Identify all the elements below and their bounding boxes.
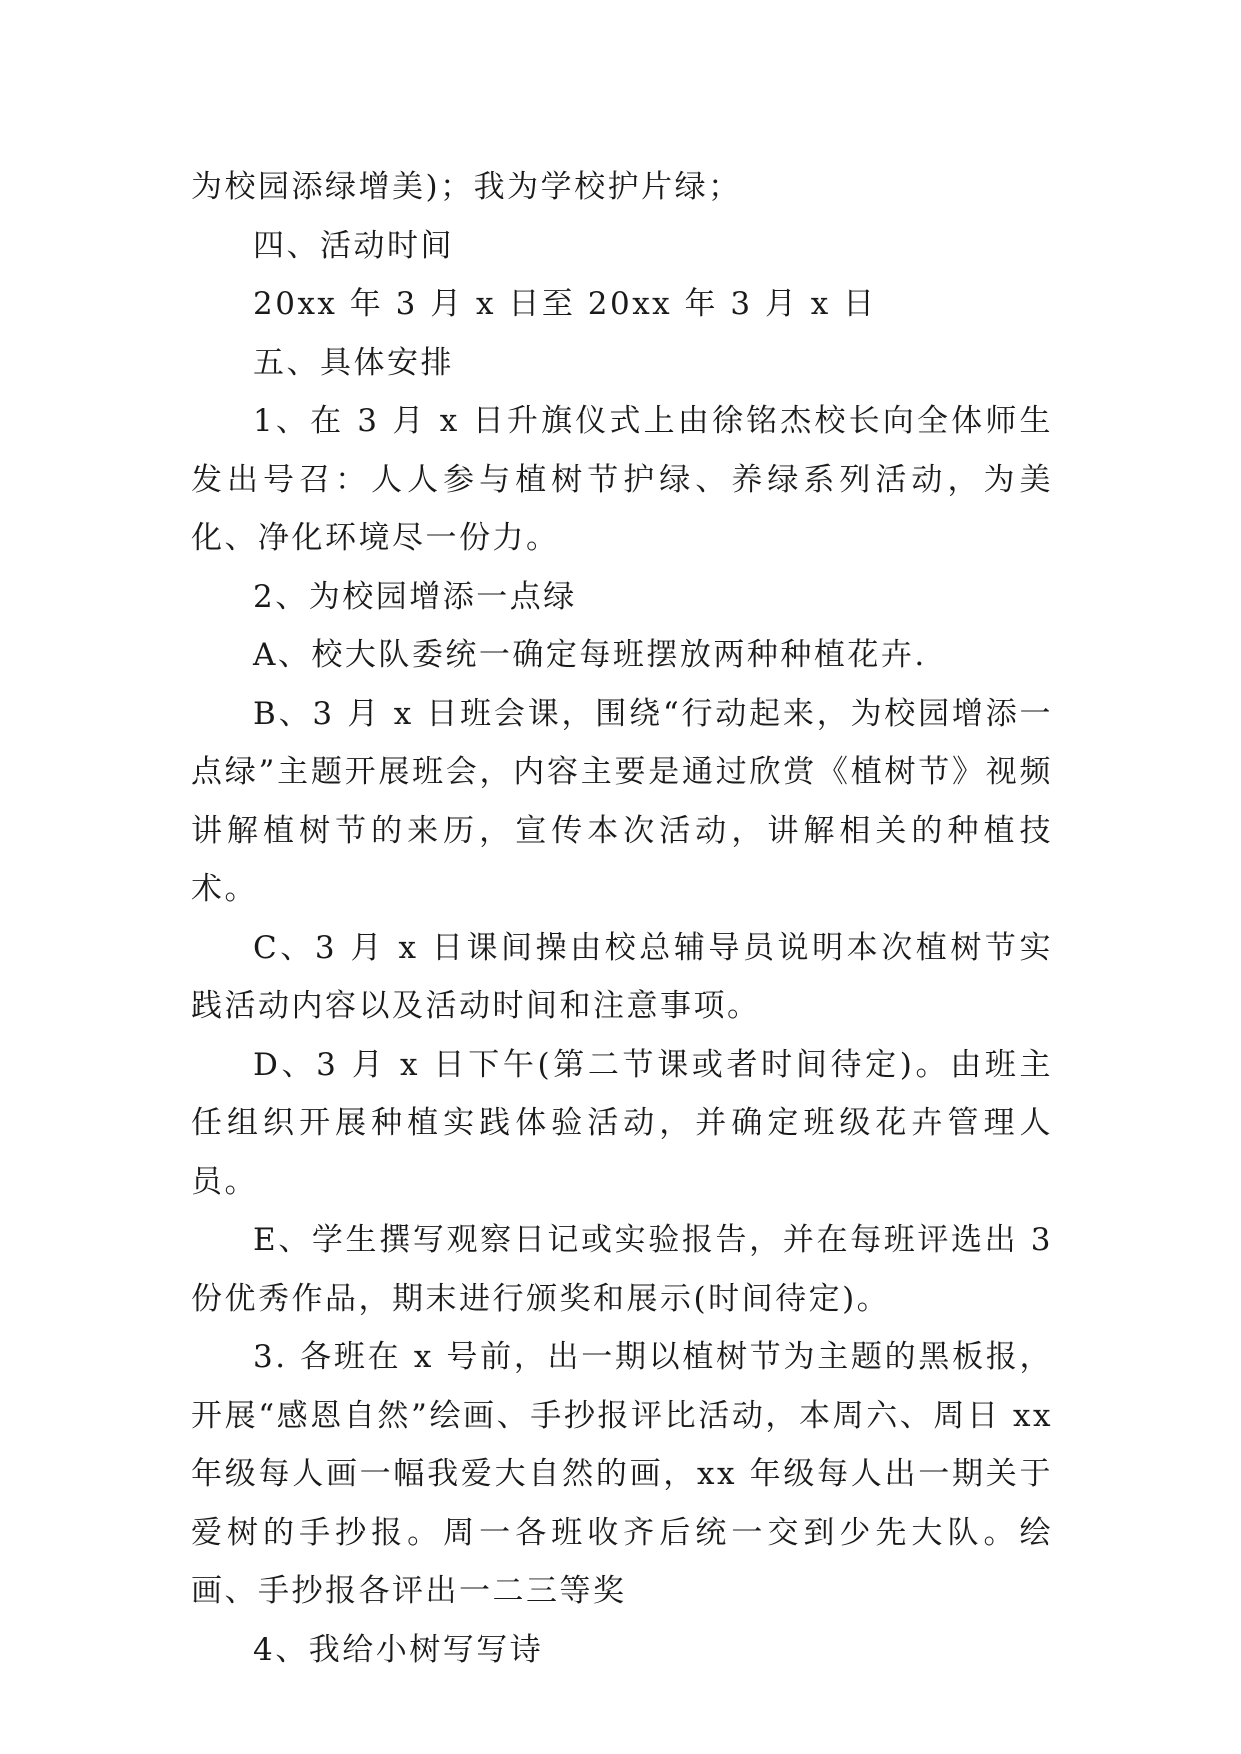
paragraph-item-3: 3. 各班在 x 号前，出一期以植树节为主题的黑板报，开展“感恩自然”绘画、手抄报评比活动，本周六、周日 xx 年级每人画一幅我爱大自然的画，xx 年级每人出一期关于爱树的手抄报。周一各班收齐后统一交到少先大队。绘画、手抄报各评出一二三等奖 [191, 1339, 1053, 1609]
document-body [191, 158, 1053, 1679]
paragraph-item-4: 4、我给小树写写诗 [253, 1631, 544, 1668]
section-heading-arrangement: 五、具体安排 [253, 344, 454, 381]
paragraph-continued: 为校园添绿增美)；我为学校护片绿； [191, 169, 742, 205]
paragraph-item-c: C、3 月 x 日课间操由校总辅导员说明本次植树节实践活动内容以及活动时间和注意事项。 [191, 929, 1053, 1024]
paragraph-item-1: 1、在 3 月 x 日升旗仪式上由徐铭杰校长向全体师生发出号召：人人参与植树节护绿、养绿系列活动，为美化、净化环境尽一份力。 [191, 403, 1053, 556]
activity-date-range: 20xx 年 3 月 x 日至 20xx 年 3 月 x 日 [253, 286, 877, 322]
section-heading-activity-time: 四、活动时间 [253, 227, 454, 264]
paragraph-item-e: E、学生撰写观察日记或实验报告，并在每班评选出 3 份优秀作品，期末进行颁奖和展示(时间待定)。 [191, 1222, 1053, 1317]
paragraph-item-d: D、3 月 x 日下午(第二节课或者时间待定)。由班主任组织开展种植实践体验活动，并确定班级花卉管理人员。 [191, 1046, 1053, 1200]
paragraph-item-a: A、校大队委统一确定每班摆放两种种植花卉. [253, 637, 927, 673]
paragraph-item-2: 2、为校园增添一点绿 [253, 578, 577, 615]
paragraph-item-b: B、3 月 x 日班会课，围绕“行动起来，为校园增添一点绿”主题开展班会，内容主要是通过欣赏《植树节》视频讲解植树节的来历，宣传本次活动，讲解相关的种植技术。 [191, 695, 1053, 907]
